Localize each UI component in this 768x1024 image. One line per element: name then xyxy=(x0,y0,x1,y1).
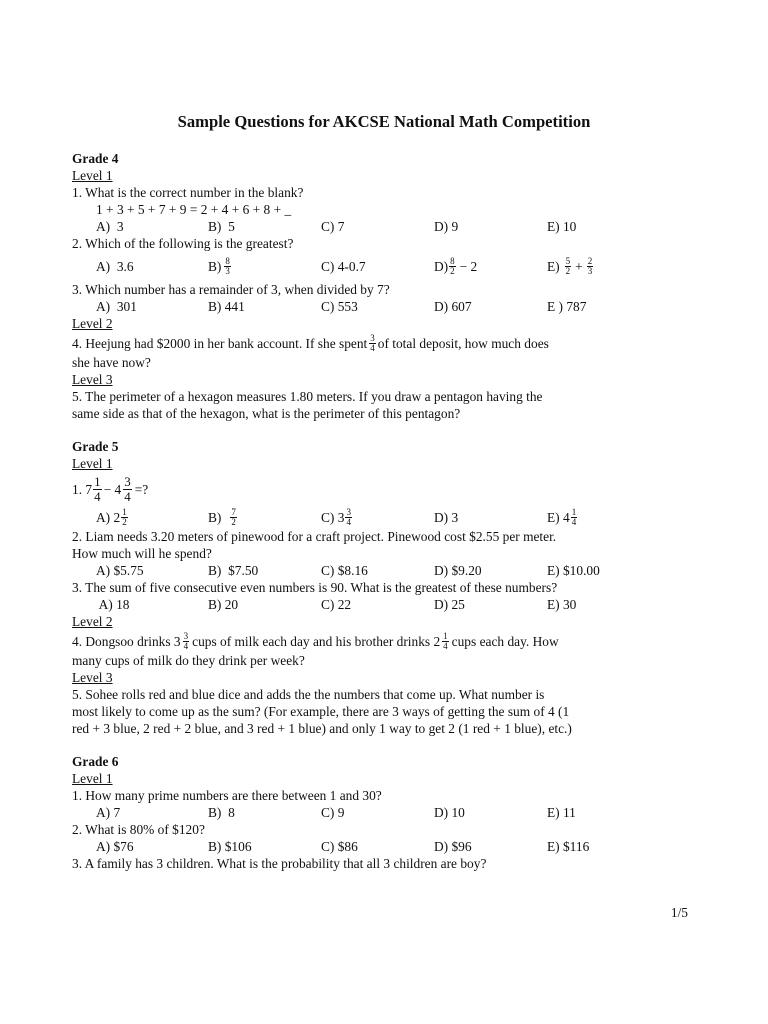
option-label: A) 2 xyxy=(96,509,121,525)
g5-question-2: 2. Liam needs 3.20 meters of pinewood for a craft project. Pinewood cost $2.55 per meter. xyxy=(72,529,557,544)
numerator: 1 xyxy=(571,506,577,517)
option-b: B) 20 xyxy=(208,597,239,612)
fraction xyxy=(183,632,190,651)
denominator: 2 xyxy=(450,266,455,276)
option-e: E) 30 xyxy=(547,597,577,612)
fraction xyxy=(369,334,376,353)
question-text: 4. Dongsoo drinks 3 xyxy=(72,633,181,649)
g4-question-4-cont: she have now? xyxy=(72,355,151,370)
g6-question-2: 2. What is 80% of $120? xyxy=(72,822,205,837)
grade-5-level-1: Level 1 xyxy=(72,456,113,471)
numerator: 8 xyxy=(225,256,230,266)
g5-question-1-options xyxy=(72,506,672,528)
numerator: 2 xyxy=(587,256,593,266)
expression-tail: − 2 xyxy=(459,259,478,274)
grade-6-level-1: Level 1 xyxy=(72,771,113,786)
fraction xyxy=(587,257,594,276)
option-label: E) xyxy=(547,259,560,274)
option-b xyxy=(208,257,321,276)
denominator: 4 xyxy=(346,516,351,527)
denominator: 2 xyxy=(231,516,236,527)
question-text: cups each day. How xyxy=(451,633,559,649)
option-a: A) 301 xyxy=(96,299,137,314)
grade-4-heading: Grade 4 xyxy=(72,151,119,166)
option-c: C) 22 xyxy=(321,597,352,612)
option-d: D) 25 xyxy=(434,597,465,612)
option-d: D) 3 xyxy=(434,509,459,525)
g6-question-1-options xyxy=(72,804,672,821)
option-label: E) 4 xyxy=(547,509,570,525)
fraction xyxy=(224,257,231,276)
g4-question-5-cont: same side as that of the hexagon, what is the perimeter of this pentagon? xyxy=(72,406,461,421)
option-b xyxy=(208,508,321,527)
page-title: Sample Questions for AKCSE National Math Competition xyxy=(177,112,591,131)
g5-question-1 xyxy=(72,472,672,506)
grade-4-level-1: Level 1 xyxy=(72,168,113,183)
g6-question-3: 3. A family has 3 children. What is the probability that all 3 children are boy? xyxy=(72,856,487,871)
option-b: B) 5 xyxy=(208,219,235,234)
fraction xyxy=(345,508,352,527)
grade-4-level-3: Level 3 xyxy=(72,372,113,387)
equals-sign: =? xyxy=(134,481,149,497)
question-text: 4. Heejung had $2000 in her bank account. If she spent xyxy=(72,335,368,351)
denominator: 4 xyxy=(443,640,448,651)
option-label: C) 3 xyxy=(321,509,345,525)
g6-question-2-options xyxy=(72,838,672,855)
grade-5-heading: Grade 5 xyxy=(72,439,119,454)
fraction xyxy=(121,508,128,527)
option-a: A) $76 xyxy=(96,839,134,854)
option-b: B) 8 xyxy=(208,805,235,820)
g4-question-1-options xyxy=(72,218,672,235)
g4-question-1-equation: 1 + 3 + 5 + 7 + 9 = 2 + 4 + 6 + 8 + _ xyxy=(96,202,292,217)
g5-question-2-options xyxy=(72,562,672,579)
numerator: 3 xyxy=(370,332,375,343)
question-text: of total deposit, how much does xyxy=(377,335,549,351)
numerator: 5 xyxy=(565,256,571,266)
option-a xyxy=(96,508,208,527)
fraction xyxy=(571,508,578,527)
option-d: D) $96 xyxy=(434,839,472,854)
option-d: D) 10 xyxy=(434,805,465,820)
numerator: 3 xyxy=(124,473,131,489)
fraction xyxy=(93,475,102,504)
grade-6-heading: Grade 6 xyxy=(72,754,119,769)
fraction xyxy=(449,257,456,276)
fraction xyxy=(442,632,449,651)
option-c xyxy=(321,508,434,527)
option-a: A) 18 xyxy=(96,597,130,612)
grade-5-level-2: Level 2 xyxy=(72,614,113,629)
option-c: C) 553 xyxy=(321,299,358,314)
numerator: 1 xyxy=(443,630,448,641)
option-b: B) $7.50 xyxy=(208,563,259,578)
denominator: 4 xyxy=(571,516,577,527)
g5-question-2-cont: How much will he spend? xyxy=(72,546,212,561)
denominator: 4 xyxy=(94,488,101,504)
numerator: 7 xyxy=(231,506,236,517)
g5-question-4 xyxy=(72,630,672,652)
option-a: A) 3 xyxy=(96,219,124,234)
numerator: 3 xyxy=(183,630,189,641)
option-e: E) $10.00 xyxy=(547,563,600,578)
numerator: 8 xyxy=(450,256,455,266)
page-number: 1/5 xyxy=(670,905,688,920)
fraction xyxy=(123,475,132,504)
grade-5-level-3: Level 3 xyxy=(72,670,113,685)
g5-question-3-options xyxy=(72,596,672,613)
question-text: 1. 7 xyxy=(72,481,93,497)
minus-sign: − 4 xyxy=(103,481,122,497)
option-b: B) $106 xyxy=(208,839,252,854)
g5-question-5: 5. Sohee rolls red and blue dice and adds the the numbers that come up. What number is xyxy=(72,687,545,702)
option-d xyxy=(434,257,547,276)
option-e: E) $116 xyxy=(547,839,590,854)
option-a: A) 7 xyxy=(96,805,121,820)
option-e xyxy=(547,257,594,276)
g6-question-1: 1. How many prime numbers are there between 1 and 30? xyxy=(72,788,382,803)
fraction xyxy=(565,257,572,276)
g4-question-5: 5. The perimeter of a hexagon measures 1.80 meters. If you draw a pentagon having the xyxy=(72,389,543,404)
g4-question-4 xyxy=(72,332,672,354)
option-c: C) 9 xyxy=(321,805,345,820)
grade-4-level-2: Level 2 xyxy=(72,316,113,331)
g4-question-2-options xyxy=(72,252,672,281)
option-e: E ) 787 xyxy=(547,299,587,314)
denominator: 4 xyxy=(124,488,131,504)
g5-question-3: 3. The sum of five consecutive even numbers is 90. What is the greatest of these numbers? xyxy=(72,580,558,595)
g4-question-3: 3. Which number has a remainder of 3, when divided by 7? xyxy=(72,282,390,297)
numerator: 1 xyxy=(122,506,127,517)
g5-question-5-cont2: red + 3 blue, 2 red + 2 blue, and 3 red + 1 blue) and only 1 way to get 2 (1 red + 1 blue), etc.) xyxy=(72,721,572,736)
fraction xyxy=(230,508,237,527)
option-d: D) 607 xyxy=(434,299,472,314)
g4-question-2: 2. Which of the following is the greatest? xyxy=(72,236,294,251)
plus-sign: + xyxy=(575,259,583,274)
option-c: C) 4-0.7 xyxy=(321,259,366,274)
question-text: cups of milk each day and his brother drinks 2 xyxy=(192,633,441,649)
denominator: 2 xyxy=(122,516,127,527)
option-a: A) 3.6 xyxy=(96,259,134,274)
option-b: B) 441 xyxy=(208,299,245,314)
option-d: D) $9.20 xyxy=(434,563,482,578)
numerator: 1 xyxy=(94,473,101,489)
numerator: 3 xyxy=(346,506,351,517)
option-label: D) xyxy=(434,259,449,274)
denominator: 3 xyxy=(587,266,593,276)
g4-question-1: 1. What is the correct number in the blank? xyxy=(72,185,304,200)
denominator: 4 xyxy=(370,342,375,353)
g5-question-5-cont: most likely to come up as the sum? (For example, there are 3 ways of getting the sum of 4 (1 xyxy=(72,704,570,719)
denominator: 2 xyxy=(565,266,571,276)
option-label: B) xyxy=(208,259,222,274)
section-gap xyxy=(72,737,672,753)
question-content xyxy=(72,150,672,872)
section-gap xyxy=(72,422,672,438)
option-d: D) 9 xyxy=(434,219,459,234)
option-label: B) xyxy=(208,509,222,525)
option-c: C) $86 xyxy=(321,839,358,854)
denominator: 4 xyxy=(183,640,189,651)
option-a: A) $5.75 xyxy=(96,563,144,578)
option-c: C) $8.16 xyxy=(321,563,368,578)
option-e xyxy=(547,508,578,527)
option-c: C) 7 xyxy=(321,219,345,234)
denominator: 3 xyxy=(225,266,230,276)
g4-question-3-options xyxy=(72,298,672,315)
option-e: E) 11 xyxy=(547,805,576,820)
g5-question-4-cont: many cups of milk do they drink per week? xyxy=(72,653,305,668)
option-e: E) 10 xyxy=(547,219,577,234)
